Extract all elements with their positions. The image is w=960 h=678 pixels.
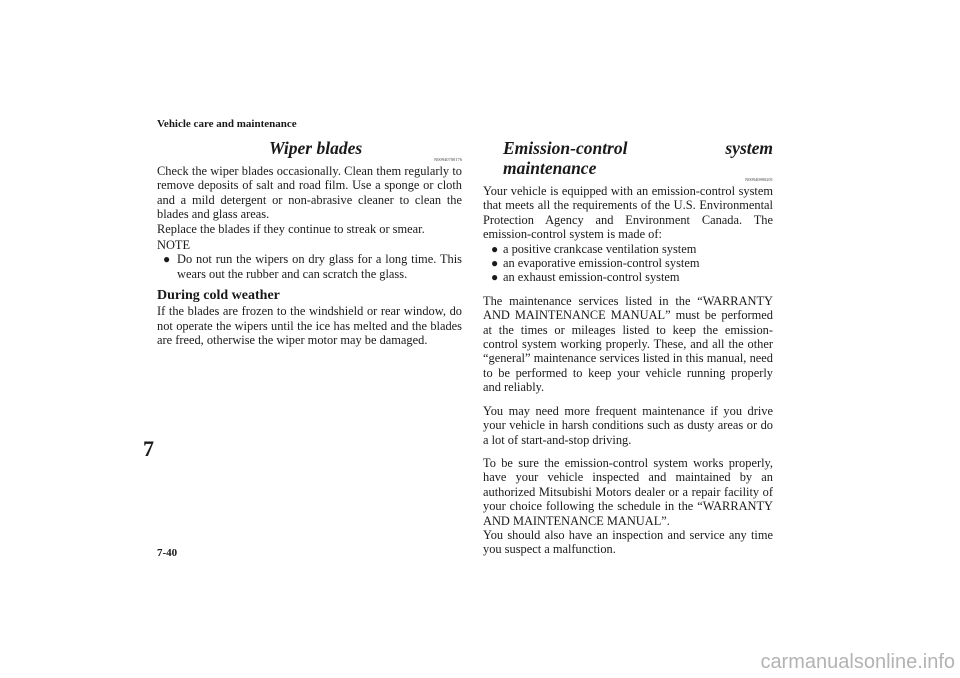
emission-list-item bbox=[483, 270, 773, 284]
note-label: NOTE bbox=[157, 238, 191, 253]
emission-intro: Your vehicle is equipped with an emission-control system that meets all the requirements of the U.S. Environmental Protection Agency and Environment Canada. The emission-control system is made of: bbox=[483, 184, 773, 242]
emission-paragraph-4: To be sure the emission-control system works properly, have your vehicle inspected and maintained by an authorized Mitsubishi Motors dealer or a repair facility of your choice following the schedule in the “WARRANTY AND MAINTENANCE MANUAL”. bbox=[483, 455, 773, 528]
emission-list-item-text: a positive crankcase ventilation system bbox=[503, 241, 697, 256]
emission-list-item-text: an evaporative emission-control system bbox=[503, 256, 700, 271]
wiper-blades-code: N00940700176 bbox=[434, 157, 462, 162]
emission-section bbox=[483, 138, 773, 557]
emission-list-item-text: an exhaust emission-control system bbox=[503, 270, 680, 285]
wiper-blades-title: Wiper blades bbox=[269, 138, 363, 158]
page-number: 7-40 bbox=[157, 547, 178, 559]
emission-paragraph-5: You should also have an inspection and service any time you suspect a malfunction. bbox=[483, 527, 773, 557]
note-item-text: Do not run the wipers on dry glass for a long time. This wears out the rubber and can scratch the glass. bbox=[177, 252, 462, 281]
emission-code: N00940800201 bbox=[745, 177, 773, 182]
bullet-icon: ● bbox=[491, 256, 499, 271]
bullet-icon: ● bbox=[491, 270, 499, 285]
watermark: carmanualsonline.info bbox=[760, 651, 955, 673]
chapter-tab: 7 bbox=[143, 436, 154, 461]
emission-list-item bbox=[483, 242, 773, 256]
cold-weather-heading: During cold weather bbox=[157, 288, 280, 304]
wiper-paragraph-2: Replace the blades if they continue to streak or smear. bbox=[157, 221, 425, 236]
emission-title: Emission-control system maintenance bbox=[503, 138, 773, 178]
bullet-icon: ● bbox=[163, 252, 171, 267]
wiper-paragraph-1: Check the wiper blades occasionally. Clean them regularly to remove deposits of salt and road film. Use a sponge or cloth and a mild detergent or non-abrasive cleaner to clean the blades and glass areas. bbox=[157, 164, 462, 222]
section-header: Vehicle care and maintenance bbox=[157, 118, 297, 130]
bullet-icon: ● bbox=[491, 241, 499, 256]
emission-paragraph-2: The maintenance services listed in the “WARRANTY AND MAINTENANCE MANUAL” must be performed at the times or mileages listed to keep the emission-control system working properly. These, and all the other “general” maintenance services listed in this manual, need to be performed to keep your vehicle running properly and reliably. bbox=[483, 293, 773, 395]
emission-list-item bbox=[483, 256, 773, 270]
note-item bbox=[157, 252, 462, 281]
wiper-blades-section bbox=[157, 138, 462, 347]
emission-paragraph-3: You may need more frequent maintenance if you drive your vehicle in harsh conditions such as dusty areas or do a lot of start-and-stop driving. bbox=[483, 403, 773, 447]
cold-weather-text: If the blades are frozen to the windshield or rear window, do not operate the wipers until the ice has melted and the blades are freed, otherwise the wiper motor may be damaged. bbox=[157, 304, 462, 348]
